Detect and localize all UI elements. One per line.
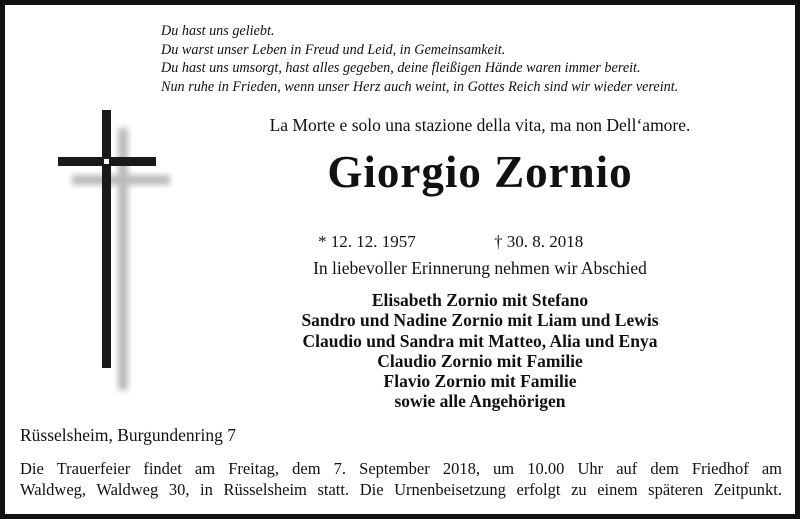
farewell-intro: In liebevoller Erinnerung nehmen wir Abschied [313,258,647,278]
deceased-name: Giorgio Zornio [327,147,633,197]
poem-line: Du hast uns umsorgt, hast alles gegeben, deine fleißigen Hände waren immer bereit. [161,60,641,76]
death-date: † 30. 8. 2018 [494,232,584,251]
poem [161,22,678,96]
cross-shadow-horizontal [72,175,170,185]
address: Rüsselsheim, Burgundenring 7 [20,425,236,445]
cross-shadow-vertical [118,128,128,390]
mourner: Flavio Zornio mit Familie [383,371,577,392]
mourners-list [170,290,790,412]
ceremony-info [20,458,782,500]
cross-center [104,159,109,164]
cross-vertical [102,110,111,368]
mourner: sowie alle Angehörigen [394,391,566,412]
poem-line: Du warst unser Leben in Freud und Leid, in Gemeinsamkeit. [161,41,506,58]
mourner: Claudio und Sandra mit Matteo, Alia und Enya [302,330,658,351]
motto: La Morte e solo una stazione della vita, ma non Dell‘amore. [269,115,691,135]
mourner: Claudio Zornio mit Familie [377,350,583,371]
mourner: Sandro und Nadine Zornio mit Liam und Lewis [301,310,659,331]
birth-date: * 12. 12. 1957 [318,232,416,251]
poem-line: Du hast uns geliebt. [161,23,275,39]
poem-line: Nun ruhe in Frieden, wenn unser Herz auch weint, in Gottes Reich sind wir wieder vereint. [161,78,679,95]
mourner: Elisabeth Zornio mit Stefano [371,290,589,310]
ceremony-line: Die Trauerfeier findet am Freitag, dem 7. September 2018, um 10.00 Uhr auf dem Friedhof am [20,459,782,478]
ceremony-line: Waldweg, Waldweg 30, in Rüsselsheim statt. Die Urnenbeisetzung erfolgt zu einem späteren Zeitpunkt. [20,480,782,499]
